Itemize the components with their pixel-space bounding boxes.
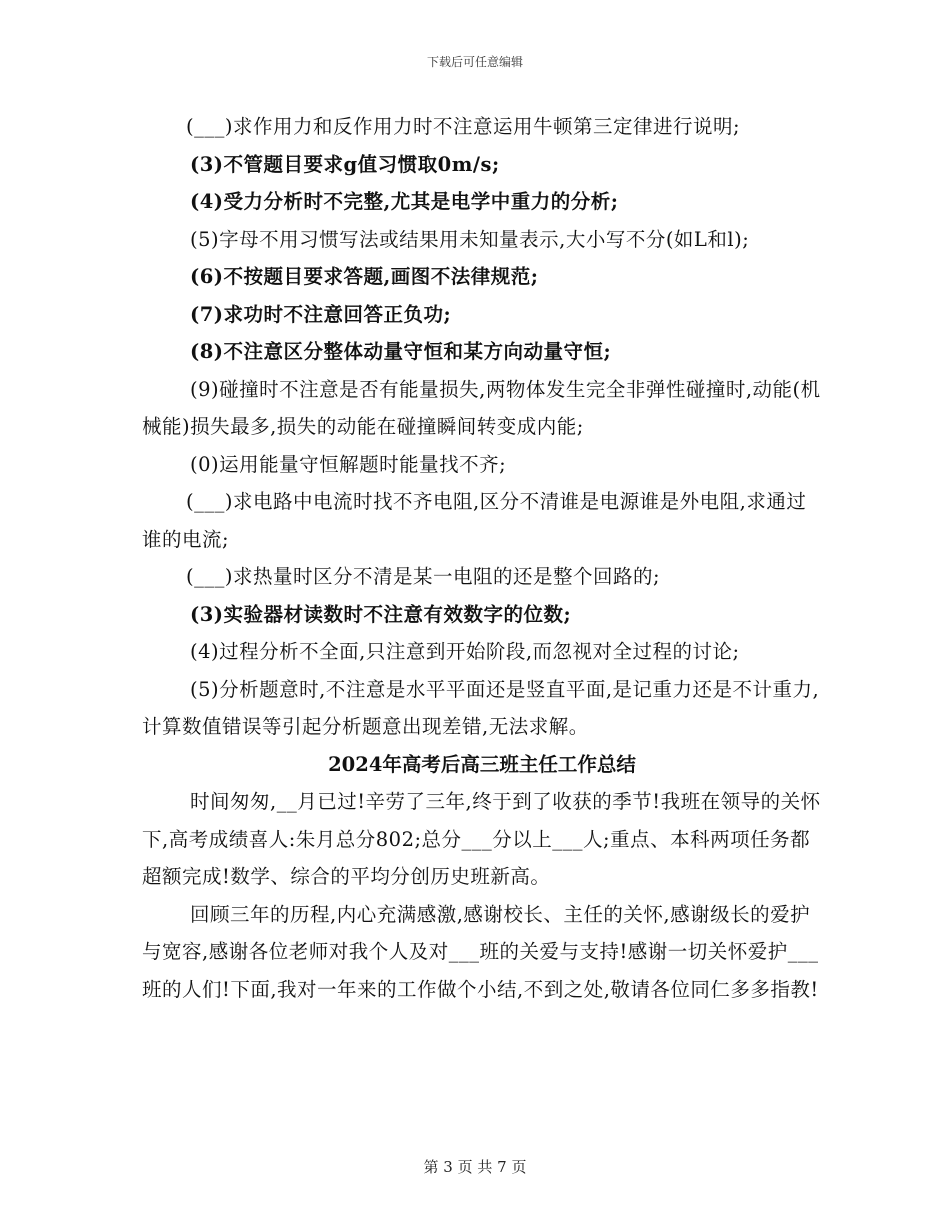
paragraph: 时间匆匆,__月已过!辛劳了三年,终于到了收获的季节!我班在领导的关怀下,高考成绩喜人:朱月总分802;总分___分以上___人;重点、本科两项任务都超额完成!数学、综合的平均分创历史班新高。 xyxy=(142,790,821,888)
list-item: (___)求作用力和反作用力时不注意运用牛顿第三定律进行说明; xyxy=(186,115,741,138)
list-item: (___)求电路中电流时找不齐电阻,区分不清谁是电源谁是外电阻,求通过谁的电流; xyxy=(142,490,807,551)
list-item: (___)求热量时区分不清是某一电阻的还是整个回路的; xyxy=(186,565,661,588)
page-header: 下载后可任意编辑 xyxy=(426,55,523,69)
list-item: (0)运用能量守恒解题时能量找不齐; xyxy=(190,452,507,476)
document-body xyxy=(142,108,822,1008)
list-item: (4)受力分析时不完整,尤其是电学中重力的分析; xyxy=(190,190,619,213)
list-item: (4)过程分析不全面,只注意到开始阶段,而忽视对全过程的讨论; xyxy=(190,640,740,663)
list-item: (8)不注意区分整体动量守恒和某方向动量守恒; xyxy=(190,340,612,363)
list-item: (5)分析题意时,不注意是水平平面还是竖直平面,是记重力还是不计重力,计算数值错误等引起分析题意出现差错,无法求解。 xyxy=(142,677,820,738)
list-item: (6)不按题目要求答题,画图不法律规范; xyxy=(190,265,539,288)
paragraph: 回顾三年的历程,内心充满感激,感谢校长、主任的关怀,感谢级长的爱护与宽容,感谢各位老师对我个人及对___班的关爱与支持!感谢一切关怀爱护___班的人们!下面,我对一年来的工作做个小结,不到之处,敬请各位同仁多多指教! xyxy=(142,902,819,1001)
section-title: 2024年高考后高三班主任工作总结 xyxy=(328,752,636,776)
list-item: (3)实验器材读数时不注意有效数字的位数; xyxy=(190,602,572,626)
list-item: (9)碰撞时不注意是否有能量损失,两物体发生完全非弹性碰撞时,动能(机械能)损失最多,损失的动能在碰撞瞬间转变成内能; xyxy=(142,377,821,438)
list-item: (5)字母不用习惯写法或结果用未知量表示,大小写不分(如L和l); xyxy=(190,227,750,251)
list-item: (3)不管题目要求g值习惯取0m/s; xyxy=(190,152,500,176)
page-footer: 第 3 页 共 7 页 xyxy=(423,1158,527,1176)
list-item: (7)求功时不注意回答正负功; xyxy=(190,302,452,326)
